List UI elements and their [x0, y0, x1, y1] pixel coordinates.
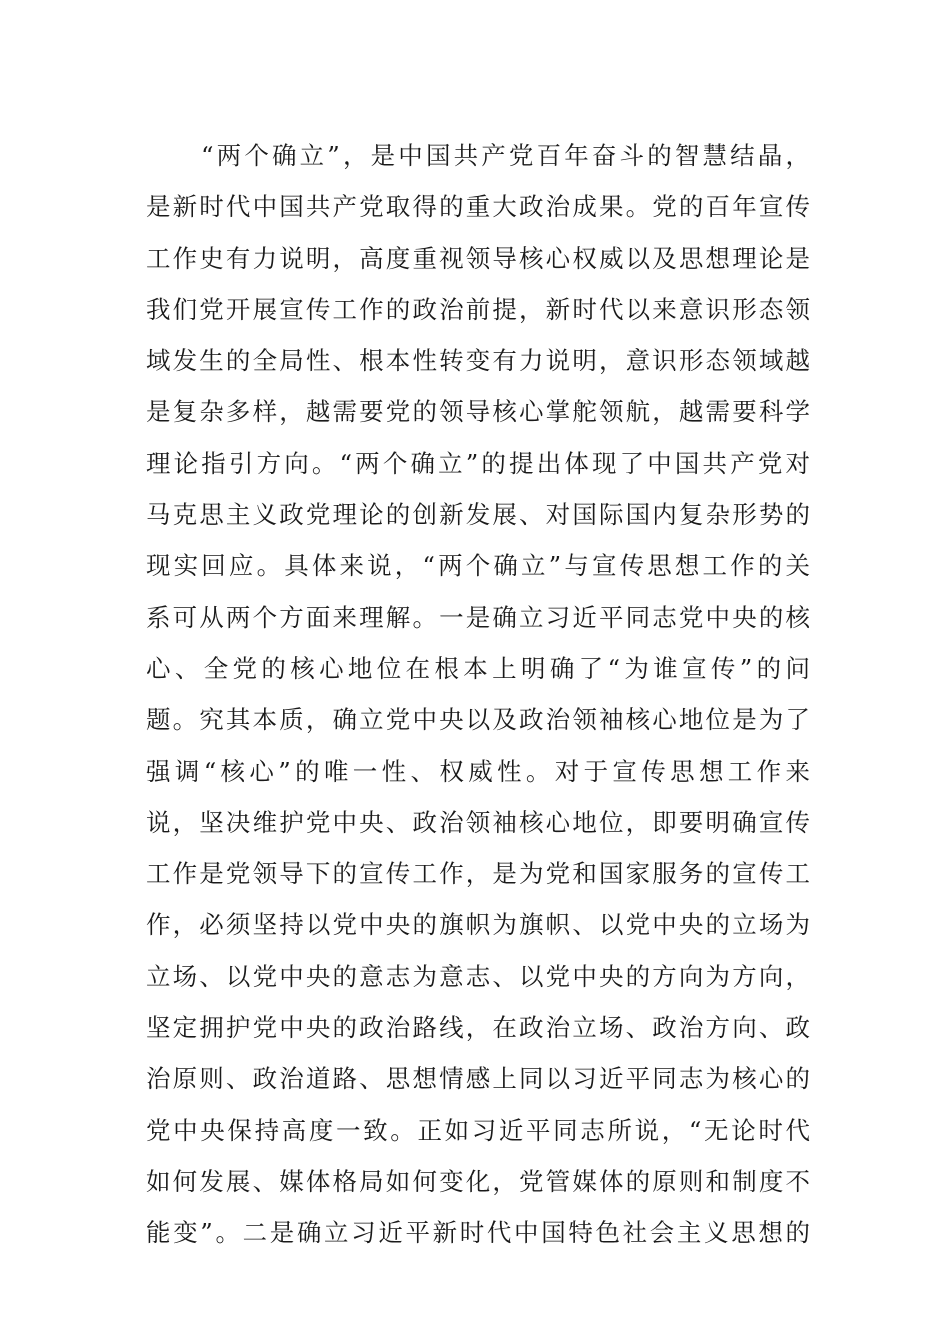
- body-paragraph: [146, 130, 810, 1259]
- paragraph-line: 立场、以党中央的意志为意志、以党中央的方向为方向，: [146, 961, 810, 991]
- paragraph-line: 作，必须坚持以党中央的旗帜为旗帜、以党中央的立场为: [146, 910, 810, 940]
- paragraph-line: 说，坚决维护党中央、政治领袖核心地位，即要明确宣传: [146, 807, 810, 837]
- paragraph-line: 是新时代中国共产党取得的重大政治成果。党的百年宣传: [146, 192, 810, 222]
- paragraph-line: 我们党开展宣传工作的政治前提，新时代以来意识形态领: [146, 294, 810, 324]
- paragraph-line: 工作史有力说明，高度重视领导核心权威以及思想理论是: [146, 243, 810, 273]
- paragraph-line: 工作是党领导下的宣传工作，是为党和国家服务的宣传工: [146, 859, 810, 889]
- paragraph-line: 如何发展、媒体格局如何变化，党管媒体的原则和制度不: [146, 1166, 810, 1196]
- paragraph-line: 能变”。二是确立习近平新时代中国特色社会主义思想的: [146, 1218, 810, 1248]
- paragraph-line: 现实回应。具体来说，“两个确立”与宣传思想工作的关: [146, 551, 810, 581]
- paragraph-line: 心、全党的核心地位在根本上明确了“为谁宣传”的问: [146, 653, 810, 683]
- paragraph-line: 强调“核心”的唯一性、权威性。对于宣传思想工作来: [146, 756, 810, 786]
- paragraph-line: 党中央保持高度一致。正如习近平同志所说，“无论时代: [146, 1115, 810, 1145]
- paragraph-line: 马克思主义政党理论的创新发展、对国际国内复杂形势的: [146, 500, 810, 530]
- paragraph-line: 是复杂多样，越需要党的领导核心掌舵领航，越需要科学: [146, 397, 810, 427]
- paragraph-line: 题。究其本质，确立党中央以及政治领袖核心地位是为了: [146, 705, 810, 735]
- paragraph-line: 坚定拥护党中央的政治路线，在政治立场、政治方向、政: [146, 1013, 810, 1043]
- paragraph-line: 治原则、政治道路、思想情感上同以习近平同志为核心的: [146, 1064, 810, 1094]
- paragraph-line: “两个确立”，是中国共产党百年奋斗的智慧结晶，: [201, 141, 810, 170]
- paragraph-line: 域发生的全局性、根本性转变有力说明，意识形态领域越: [146, 346, 810, 376]
- paragraph-line: 系可从两个方面来理解。一是确立习近平同志党中央的核: [146, 602, 810, 632]
- paragraph-line: 理论指引方向。“两个确立”的提出体现了中国共产党对: [146, 448, 810, 478]
